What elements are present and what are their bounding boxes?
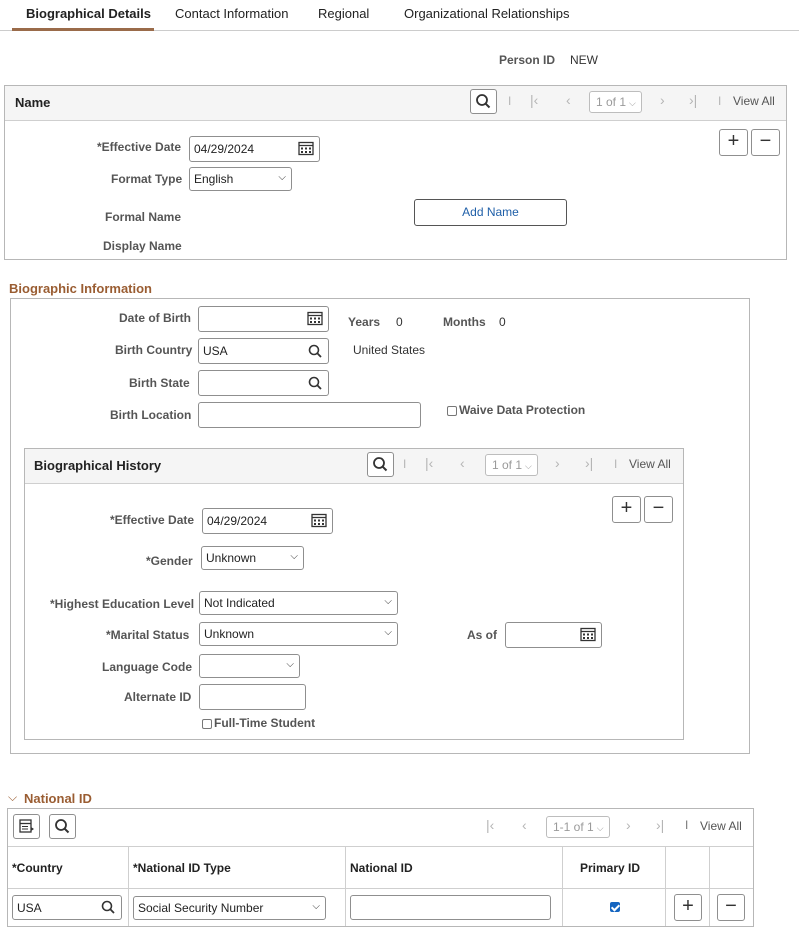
months-label: Months (443, 315, 486, 329)
calendar-icon[interactable] (298, 140, 314, 159)
search-icon (368, 453, 393, 476)
highest-education-select[interactable]: Not Indicated ⌵ (199, 591, 398, 615)
birth-state-label: Birth State (129, 376, 190, 390)
format-type-label: Format Type (111, 172, 183, 186)
calendar-icon[interactable] (311, 512, 327, 531)
chevron-down-icon: ⌵ (312, 901, 320, 912)
column-header-country: *Country (12, 861, 63, 875)
prev-page-icon[interactable]: ‹ (460, 455, 465, 471)
birth-state-input[interactable] (198, 370, 329, 396)
waive-data-protection-checkbox[interactable] (447, 406, 457, 416)
full-time-student-label: Full-Time Student (214, 716, 316, 730)
name-add-row-button[interactable]: + (719, 129, 748, 156)
chevron-down-icon: ⌵ (384, 596, 392, 607)
chevron-down-icon[interactable]: ⌵ (8, 790, 18, 804)
person-id-value: NEW (570, 53, 598, 67)
table-row (8, 889, 753, 926)
name-remove-row-button[interactable]: − (751, 129, 780, 156)
birth-country-description: United States (353, 343, 426, 357)
chevron-down-icon: ⌵ (384, 627, 392, 638)
name-section-header (5, 86, 786, 121)
marital-status-select[interactable]: Unknown ⌵ (199, 622, 398, 646)
grid-personalize-button[interactable] (13, 814, 40, 839)
history-search-button[interactable] (367, 452, 394, 477)
date-of-birth-input[interactable] (198, 306, 329, 332)
first-page-icon[interactable]: |‹ (425, 455, 434, 471)
gender-label: *Gender (146, 554, 193, 568)
months-value: 0 (499, 315, 506, 329)
pager-separator: I (403, 457, 407, 471)
name-section-title: Name (15, 95, 51, 110)
add-name-button[interactable]: Add Name (414, 199, 567, 226)
years-value: 0 (396, 315, 403, 329)
pager-separator: I (685, 818, 689, 832)
next-page-icon[interactable]: › (626, 817, 631, 833)
history-effective-date-label: *Effective Date (110, 513, 195, 527)
name-effective-date-label: *Effective Date (97, 140, 182, 154)
name-effective-date-input[interactable]: 04/29/2024 (189, 136, 320, 162)
grid-search-button[interactable] (49, 814, 76, 839)
national-id-page-select[interactable]: 1-1 of 1 ⌵ (546, 816, 610, 838)
prev-page-icon[interactable]: ‹ (566, 92, 571, 108)
name-page-select[interactable]: 1 of 1 ⌵ (589, 91, 642, 113)
next-page-icon[interactable]: › (555, 455, 560, 471)
tab-regional[interactable]: Regional (318, 6, 370, 21)
history-effective-date-input[interactable]: 04/29/2024 (202, 508, 333, 534)
pager-separator: I (718, 94, 722, 108)
search-icon[interactable] (307, 343, 323, 362)
formal-name-label: Formal Name (105, 210, 182, 224)
as-of-date-input[interactable] (505, 622, 602, 648)
column-header-national-id: National ID (350, 861, 413, 875)
history-page-select[interactable]: 1 of 1 ⌵ (485, 454, 538, 476)
biographic-information-section (10, 298, 750, 754)
first-page-icon[interactable]: |‹ (530, 92, 539, 108)
search-icon[interactable] (100, 899, 116, 918)
person-id-label: Person ID (499, 53, 556, 67)
national-id-add-row-button[interactable]: + (674, 894, 702, 921)
search-icon (50, 815, 75, 838)
last-page-icon[interactable]: ›| (585, 455, 594, 471)
date-of-birth-label: Date of Birth (119, 311, 191, 325)
birth-country-label: Birth Country (115, 343, 193, 357)
birth-country-input[interactable]: USA (198, 338, 329, 364)
language-code-label: Language Code (102, 660, 193, 674)
chevron-down-icon: ⌵ (278, 172, 286, 183)
pager-separator: I (614, 457, 618, 471)
biographical-history-header (25, 449, 683, 484)
alternate-id-input[interactable] (199, 684, 306, 710)
language-code-select[interactable] (199, 654, 300, 678)
next-page-icon[interactable]: › (660, 92, 665, 108)
calendar-icon[interactable] (580, 626, 596, 645)
biographical-history-title: Biographical History (34, 458, 162, 473)
national-id-header-row (8, 846, 753, 889)
national-id-input[interactable] (350, 895, 551, 920)
national-id-view-all-link[interactable]: View All (700, 819, 742, 833)
prev-page-icon[interactable]: ‹ (522, 817, 527, 833)
chevron-down-icon: ⌵ (286, 659, 294, 670)
national-id-grid (7, 808, 754, 927)
display-name-label: Display Name (103, 239, 182, 253)
alternate-id-label: Alternate ID (124, 690, 192, 704)
birth-location-input[interactable] (198, 402, 421, 428)
tab-organizational-relationships[interactable]: Organizational Relationships (404, 6, 570, 21)
biographical-history-section (24, 448, 684, 740)
name-section (4, 85, 787, 260)
name-search-button[interactable] (470, 89, 497, 114)
waive-data-protection-label: Waive Data Protection (459, 403, 586, 417)
name-view-all-link[interactable]: View All (733, 94, 775, 108)
pager-separator: I (508, 94, 512, 108)
first-page-icon[interactable]: |‹ (486, 817, 495, 833)
active-tab-indicator (12, 28, 154, 31)
chevron-down-icon: ⌵ (290, 551, 298, 562)
column-header-national-id-type: *National ID Type (133, 861, 231, 875)
column-header-primary-id: Primary ID (580, 861, 641, 875)
national-id-title: National ID (24, 791, 92, 806)
history-view-all-link[interactable]: View All (629, 457, 671, 471)
last-page-icon[interactable]: ›| (689, 92, 698, 108)
tab-contact-information[interactable]: Contact Information (175, 6, 289, 21)
biographic-information-title: Biographic Information (9, 281, 152, 296)
full-time-student-checkbox[interactable] (202, 719, 212, 729)
search-icon[interactable] (307, 375, 323, 394)
tab-biographical-details[interactable]: Biographical Details (26, 6, 151, 21)
table-icon (14, 815, 39, 838)
years-label: Years (348, 315, 381, 329)
last-page-icon[interactable]: ›| (656, 817, 665, 833)
gender-select[interactable]: Unknown ⌵ (201, 546, 304, 570)
history-add-row-button[interactable]: + (612, 496, 641, 523)
history-remove-row-button[interactable]: − (644, 496, 673, 523)
national-id-type-select[interactable]: Social Security Number ⌵ (133, 896, 326, 920)
primary-id-checkbox[interactable] (610, 902, 620, 912)
marital-status-label: *Marital Status (106, 628, 190, 642)
format-type-select[interactable]: English ⌵ (189, 167, 292, 191)
highest-education-label: *Highest Education Level (50, 597, 195, 611)
country-input[interactable]: USA (12, 895, 122, 920)
search-icon (471, 90, 496, 113)
birth-location-label: Birth Location (110, 408, 192, 422)
tab-bar (0, 0, 799, 31)
national-id-remove-row-button[interactable]: − (717, 894, 745, 921)
calendar-icon[interactable] (307, 310, 323, 329)
as-of-label: As of (467, 628, 497, 642)
